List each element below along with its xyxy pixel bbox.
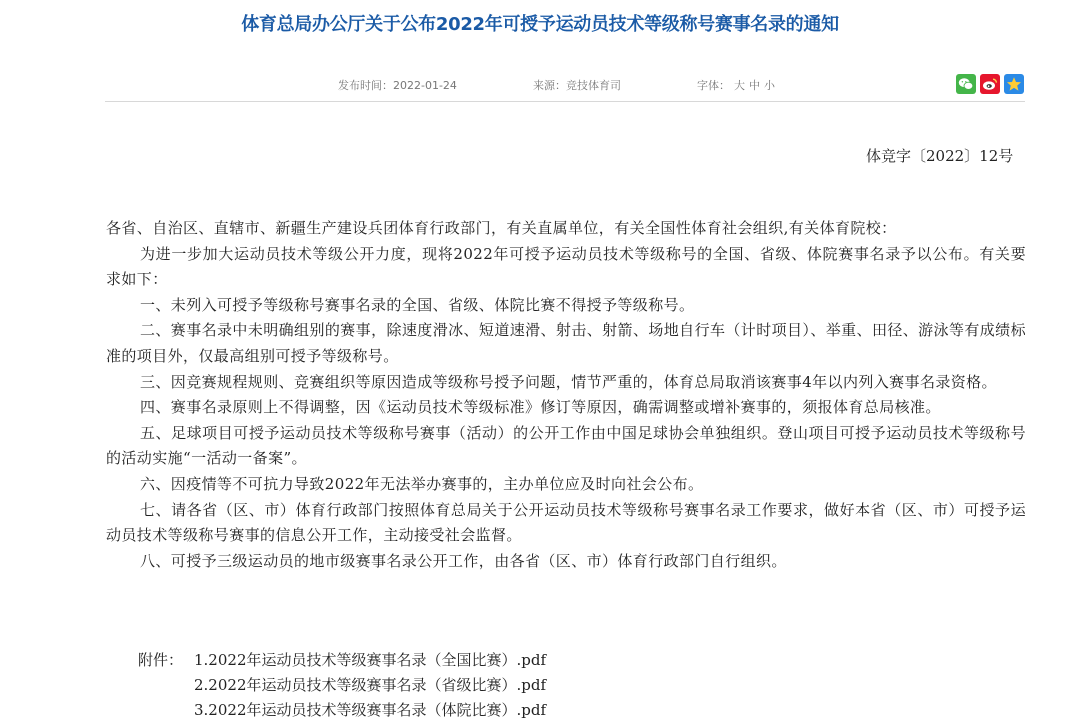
- article-source: 来源：竞技体育司: [533, 79, 621, 92]
- requirement-3: 三、因竞赛规程规则、竞赛组织等原因造成等级称号授予问题，情节严重的，体育总局取消该赛事4年以内列入赛事名录资格。: [140, 372, 997, 391]
- salutation: 各省、自治区、直辖市、新疆生产建设兵团体育行政部门，有关直属单位，有关全国性体育社会组织,有关体育院校：: [106, 219, 897, 237]
- font-size-selector: [697, 77, 775, 93]
- header-divider: [105, 101, 1025, 102]
- requirement-4: 四、赛事名录原则上不得调整，因《运动员技术等级标准》修订等原因，确需调整或增补赛事的，须报体育总局核准。: [140, 398, 941, 417]
- article-body: [106, 216, 1026, 574]
- requirement-1: 一、未列入可授予等级称号赛事名录的全国、省级、体院比赛不得授予等级称号。: [140, 295, 695, 314]
- attachment-link-provincial[interactable]: 2.2022年运动员技术等级赛事名录（省级比赛）.pdf: [194, 676, 547, 694]
- attachment-link-sports-college[interactable]: 3.2022年运动员技术等级赛事名录（体院比赛）.pdf: [194, 701, 547, 719]
- font-size-large[interactable]: 大: [734, 79, 745, 92]
- document-number: 体竞字〔2022〕12号: [866, 147, 1014, 165]
- publish-time: 发布时间：2022-01-24: [338, 79, 457, 92]
- requirement-6: 六、因疫情等不可抗力导致2022年无法举办赛事的，主办单位应及时向社会公布。: [140, 474, 704, 493]
- attachments-label: 附件：: [138, 651, 184, 669]
- attachments: [138, 648, 546, 723]
- font-size-medium[interactable]: 中: [749, 79, 760, 92]
- requirement-5: 五、足球项目可授予运动员技术等级称号赛事（活动）的公开工作由中国足球协会单独组织。登山项目可授予运动员技术等级称号的活动实施“一活动一备案”。: [106, 423, 1026, 468]
- requirement-2: 二、赛事名录中未明确组别的赛事，除速度滑冰、短道速滑、射击、射箭、场地自行车（计时项目）、举重、田径、游泳等有成绩标准的项目外，仅最高组别可授予等级称号。: [106, 321, 1026, 365]
- article-title: 体育总局办公厅关于公布2022年可授予运动员技术等级称号赛事名录的通知: [241, 14, 839, 35]
- intro-paragraph: 为进一步加大运动员技术等级公开力度，现将2022年可授予运动员技术等级称号的全国、省级、体院赛事名录予以公布。有关要求如下：: [106, 244, 1026, 289]
- wechat-icon[interactable]: [956, 74, 976, 94]
- font-size-label: 字体：: [697, 79, 730, 92]
- font-size-small[interactable]: 小: [764, 79, 775, 92]
- requirement-7: 七、请各省（区、市）体育行政部门按照体育总局关于公开运动员技术等级称号赛事名录工作要求，做好本省（区、市）可授予运动员技术等级称号赛事的信息公开工作，主动接受社会监督。: [106, 500, 1026, 545]
- requirement-8: 八、可授予三级运动员的地市级赛事名录公开工作，由各省（区、市）体育行政部门自行组织。: [140, 551, 787, 570]
- article-meta: [0, 74, 1080, 94]
- qzone-icon[interactable]: [1004, 74, 1024, 94]
- attachment-link-national[interactable]: 1.2022年运动员技术等级赛事名录（全国比赛）.pdf: [194, 651, 547, 669]
- weibo-icon[interactable]: [980, 74, 1000, 94]
